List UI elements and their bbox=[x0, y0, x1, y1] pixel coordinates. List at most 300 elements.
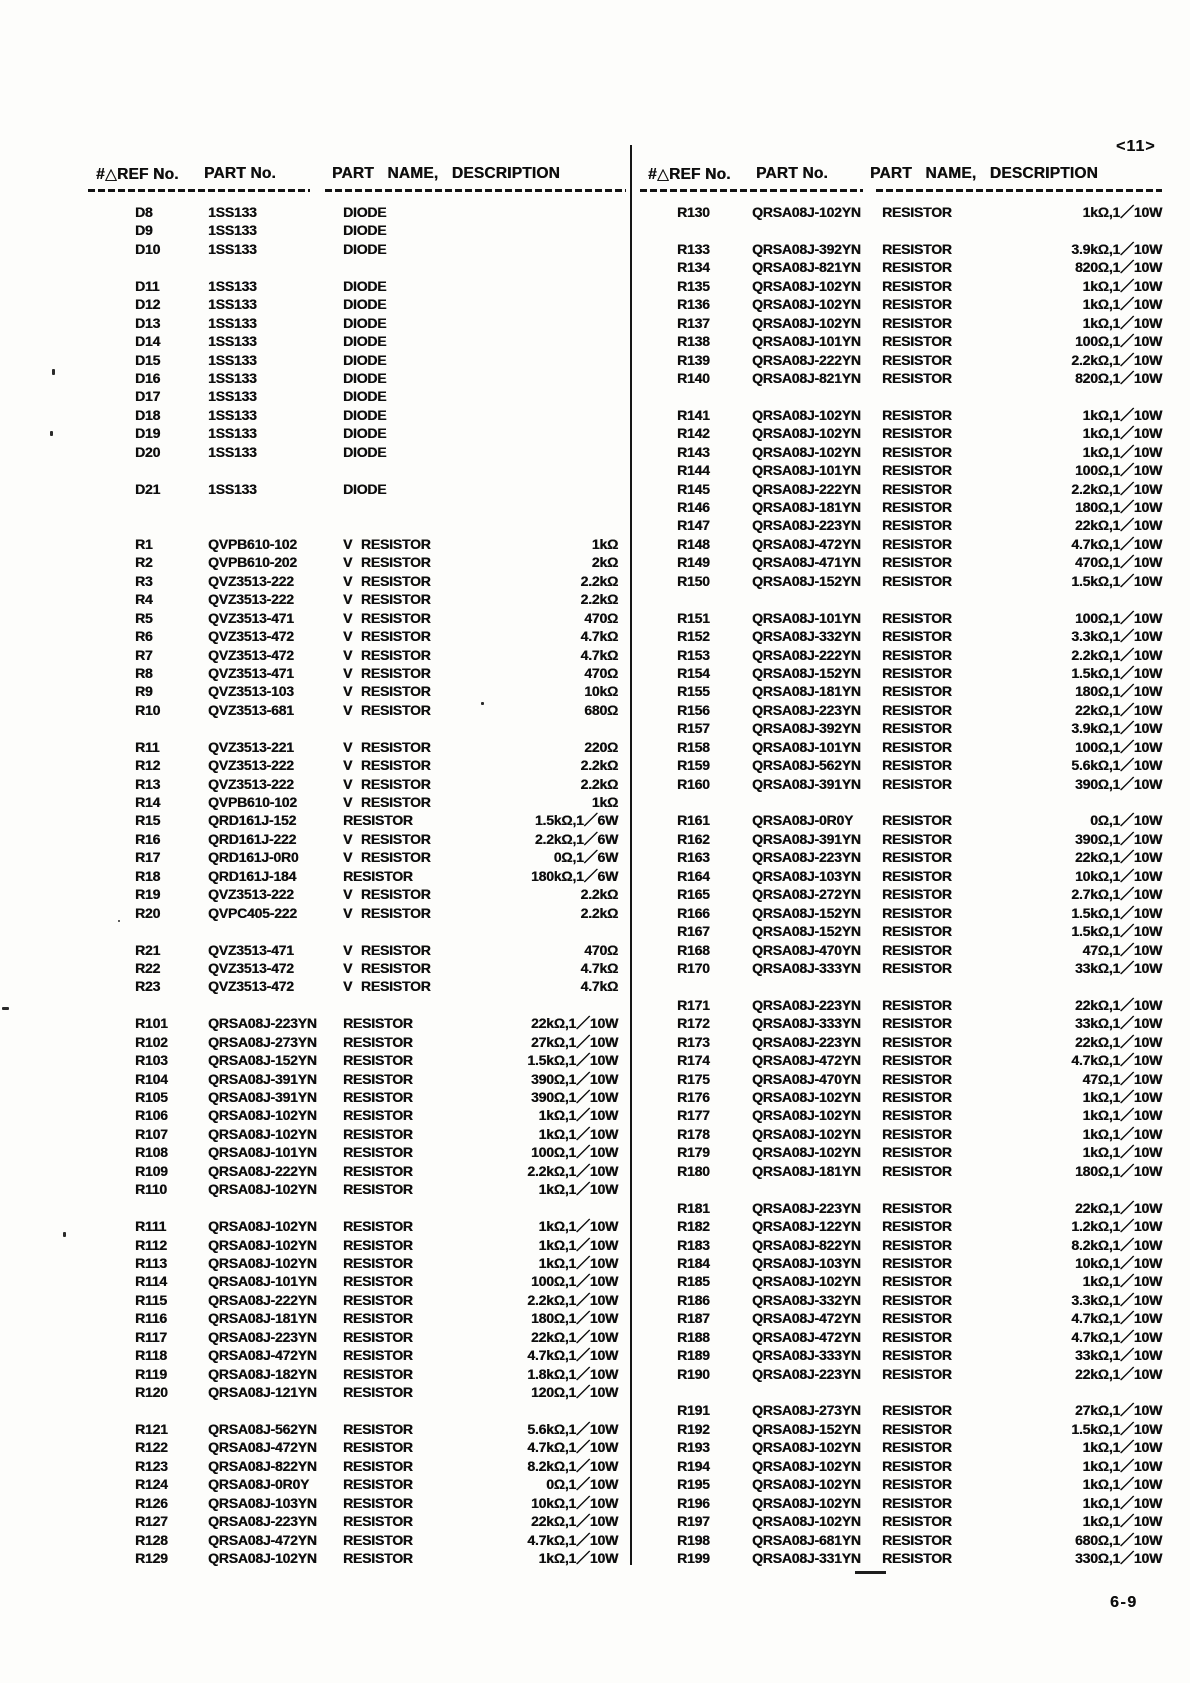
description: 1kΩ,1／10W bbox=[1082, 314, 1162, 331]
description: 22kΩ,1／10W bbox=[1074, 517, 1162, 534]
table-row bbox=[640, 332, 1162, 350]
part-name: RESISTOR bbox=[882, 1015, 952, 1032]
part-group bbox=[88, 738, 620, 922]
ref-no: R152 bbox=[677, 628, 710, 645]
part-name: RESISTOR bbox=[882, 996, 952, 1013]
table-row bbox=[640, 1051, 1162, 1069]
ref-no: R174 bbox=[677, 1052, 710, 1069]
table-row bbox=[88, 682, 620, 700]
ref-no: R148 bbox=[677, 535, 710, 552]
ref-no: R118 bbox=[135, 1347, 167, 1364]
part-name: RESISTOR bbox=[882, 535, 952, 552]
part-no: QRSA08J-223YN bbox=[752, 701, 861, 718]
table-row bbox=[88, 609, 620, 627]
part-name: RESISTOR bbox=[882, 351, 952, 368]
ref-no: R189 bbox=[677, 1347, 710, 1364]
ref-no: R15 bbox=[135, 812, 161, 829]
ref-no: D13 bbox=[135, 314, 161, 331]
description: 10kΩ,1／10W bbox=[1074, 1254, 1162, 1271]
ref-no: R23 bbox=[135, 978, 161, 995]
description: 180Ω,1／10W bbox=[1074, 499, 1162, 515]
description: 1.5kΩ,1／10W bbox=[1071, 923, 1162, 940]
table-row bbox=[88, 1494, 620, 1512]
ref-no: R10 bbox=[135, 701, 161, 718]
column-divider bbox=[630, 145, 632, 1565]
table-row bbox=[640, 756, 1162, 774]
description: 33kΩ,1／10W bbox=[1074, 1015, 1162, 1032]
part-name: RESISTOR bbox=[882, 480, 952, 497]
ref-no: R121 bbox=[135, 1420, 168, 1437]
ref-no: R192 bbox=[677, 1420, 710, 1437]
ref-no: R154 bbox=[677, 664, 710, 681]
part-name: RESISTOR bbox=[343, 1291, 413, 1308]
ref-no: R120 bbox=[135, 1384, 168, 1401]
part-group bbox=[640, 406, 1162, 590]
ref-no: R141 bbox=[677, 406, 710, 423]
table-row bbox=[640, 1217, 1162, 1235]
part-no: QRSA08J-102YN bbox=[208, 1181, 317, 1198]
ref-no: R176 bbox=[677, 1089, 710, 1105]
part-name: RESISTOR bbox=[882, 1328, 952, 1345]
part-no: QRSA08J-562YN bbox=[752, 757, 861, 774]
table-row bbox=[88, 867, 620, 885]
header-underline bbox=[876, 189, 1162, 192]
table-row bbox=[88, 1033, 620, 1051]
description: 180Ω,1／10W bbox=[1074, 683, 1162, 700]
table-row bbox=[88, 1328, 620, 1346]
table-row bbox=[640, 277, 1162, 295]
description: 1kΩ,1／10W bbox=[1082, 406, 1162, 423]
description: 2.2kΩ bbox=[580, 572, 618, 589]
part-no: QRSA08J-273YN bbox=[208, 1033, 317, 1050]
ref-no: R185 bbox=[677, 1273, 710, 1290]
part-no: QRSA08J-102YN bbox=[752, 1439, 861, 1456]
ref-no: R153 bbox=[677, 646, 710, 663]
table-row bbox=[640, 609, 1162, 627]
part-name: RESISTOR bbox=[343, 867, 413, 884]
part-no: QRSA08J-102YN bbox=[752, 1494, 861, 1511]
description: 680Ω bbox=[584, 701, 618, 718]
ref-no: R190 bbox=[677, 1365, 710, 1382]
table-row bbox=[88, 1180, 620, 1198]
ref-no: R196 bbox=[677, 1494, 710, 1511]
ref-no: R164 bbox=[677, 867, 710, 884]
part-no: 1SS133 bbox=[208, 388, 257, 405]
part-no: QVZ3513-472 bbox=[208, 978, 294, 995]
part-no: 1SS133 bbox=[208, 333, 257, 350]
ref-no: R151 bbox=[677, 609, 710, 626]
description: 2.2kΩ bbox=[580, 904, 618, 921]
ref-no: R104 bbox=[135, 1070, 168, 1087]
part-no: QVZ3513-472 bbox=[208, 646, 294, 663]
part-no: QRSA08J-102YN bbox=[752, 425, 861, 442]
description: 5.6kΩ,1／10W bbox=[1071, 757, 1162, 774]
part-name: DIODE bbox=[343, 314, 387, 331]
table-row bbox=[88, 406, 620, 424]
part-no: QRSA08J-331YN bbox=[752, 1549, 861, 1566]
table-row bbox=[640, 738, 1162, 756]
part-no: QRSA08J-102YN bbox=[752, 1089, 861, 1105]
part-no: QRSA08J-102YN bbox=[752, 314, 861, 331]
ref-no: R126 bbox=[135, 1494, 168, 1511]
description: 330Ω,1／10W bbox=[1074, 1549, 1162, 1566]
table-row bbox=[88, 240, 620, 258]
table-row bbox=[88, 1475, 620, 1493]
part-name: V RESISTOR bbox=[343, 904, 431, 921]
part-no: QRSA08J-222YN bbox=[752, 351, 861, 368]
part-name: RESISTOR bbox=[343, 1457, 413, 1474]
table-row bbox=[88, 1549, 620, 1567]
table-row bbox=[88, 387, 620, 405]
ref-no: R115 bbox=[135, 1291, 167, 1308]
part-name: RESISTOR bbox=[343, 1476, 413, 1493]
part-no: QRD161J-184 bbox=[208, 867, 297, 884]
part-group bbox=[88, 203, 620, 258]
table-row bbox=[88, 811, 620, 829]
part-no: QRSA08J-223YN bbox=[208, 1015, 317, 1032]
header-underline bbox=[88, 189, 310, 192]
table-row bbox=[640, 535, 1162, 553]
description: 1kΩ,1／10W bbox=[1082, 204, 1162, 220]
description: 180kΩ,1／6W bbox=[530, 867, 618, 884]
description: 1kΩ,1／10W bbox=[1082, 1494, 1162, 1511]
ref-no: R175 bbox=[677, 1070, 710, 1087]
part-name: RESISTOR bbox=[343, 1125, 413, 1142]
description: 47Ω,1／10W bbox=[1082, 941, 1162, 958]
description: 1kΩ,1／10W bbox=[1082, 1125, 1162, 1142]
description: 1.8kΩ,1／10W bbox=[527, 1365, 618, 1382]
ref-no: R163 bbox=[677, 849, 710, 866]
ref-no: R193 bbox=[677, 1439, 710, 1456]
ref-no: R173 bbox=[677, 1033, 710, 1050]
part-name: DIODE bbox=[343, 443, 387, 460]
part-name: RESISTOR bbox=[343, 1365, 413, 1382]
table-row bbox=[88, 1125, 620, 1143]
scan-speck bbox=[50, 431, 53, 436]
description: 470Ω bbox=[584, 609, 618, 626]
part-no: 1SS133 bbox=[208, 296, 257, 313]
ref-no: R113 bbox=[135, 1254, 167, 1271]
description: 22kΩ,1／10W bbox=[1074, 1365, 1162, 1382]
part-group bbox=[88, 1014, 620, 1198]
description: 4.7kΩ bbox=[580, 628, 618, 645]
table-row bbox=[640, 904, 1162, 922]
description: 0Ω,1／10W bbox=[546, 1476, 618, 1493]
table-row bbox=[640, 1346, 1162, 1364]
part-no: QVZ3513-472 bbox=[208, 959, 294, 976]
part-no: QRSA08J-273YN bbox=[752, 1402, 861, 1419]
description: 2.2kΩ,1／6W bbox=[534, 830, 618, 847]
part-name: RESISTOR bbox=[882, 959, 952, 976]
table-row bbox=[640, 516, 1162, 534]
table-row bbox=[640, 1254, 1162, 1272]
description: 1kΩ bbox=[591, 794, 618, 811]
ref-no: R109 bbox=[135, 1162, 168, 1179]
description: 1kΩ,1／10W bbox=[538, 1107, 618, 1124]
header-underline bbox=[640, 189, 863, 192]
part-name: RESISTOR bbox=[882, 572, 952, 589]
description: 4.7kΩ,1／10W bbox=[527, 1531, 618, 1548]
header-underline bbox=[325, 189, 626, 192]
ref-no: R160 bbox=[677, 775, 710, 792]
description: 470Ω bbox=[584, 664, 618, 681]
part-name: RESISTOR bbox=[343, 1347, 413, 1364]
part-name: RESISTOR bbox=[882, 1531, 952, 1548]
ref-no: R172 bbox=[677, 1015, 710, 1032]
part-name: RESISTOR bbox=[882, 1162, 952, 1179]
table-row bbox=[88, 590, 620, 608]
part-name: RESISTOR bbox=[882, 1513, 952, 1530]
ref-no: R14 bbox=[135, 794, 161, 811]
part-group bbox=[88, 277, 620, 461]
ref-no: R155 bbox=[677, 683, 710, 700]
part-no: QRSA08J-152YN bbox=[752, 923, 861, 940]
part-name: RESISTOR bbox=[882, 628, 952, 645]
ref-no: R144 bbox=[677, 462, 710, 479]
table-row bbox=[640, 1014, 1162, 1032]
description: 4.7kΩ bbox=[580, 978, 618, 995]
ref-no: R16 bbox=[135, 830, 161, 847]
part-name: RESISTOR bbox=[882, 1420, 952, 1437]
ref-no: R116 bbox=[135, 1310, 167, 1327]
description: 100Ω,1／10W bbox=[1074, 333, 1162, 350]
part-name: RESISTOR bbox=[882, 701, 952, 718]
table-row bbox=[88, 332, 620, 350]
part-name: RESISTOR bbox=[343, 1531, 413, 1548]
ref-no: R150 bbox=[677, 572, 710, 589]
description: 1kΩ,1／10W bbox=[1082, 1457, 1162, 1474]
part-no: QRSA08J-472YN bbox=[752, 1310, 861, 1327]
ref-no: R187 bbox=[677, 1310, 710, 1327]
description: 680Ω,1／10W bbox=[1074, 1531, 1162, 1548]
description: 1.5kΩ,1／10W bbox=[527, 1052, 618, 1069]
part-name: DIODE bbox=[343, 480, 387, 497]
part-name: RESISTOR bbox=[882, 1089, 952, 1105]
part-name: DIODE bbox=[343, 369, 387, 386]
table-row bbox=[88, 1217, 620, 1235]
description: 100Ω,1／10W bbox=[1074, 738, 1162, 755]
part-group bbox=[88, 941, 620, 996]
description: 1kΩ,1／10W bbox=[538, 1125, 618, 1142]
part-name: RESISTOR bbox=[882, 1107, 952, 1124]
table-row bbox=[640, 1475, 1162, 1493]
ref-no: D19 bbox=[135, 425, 161, 442]
description: 27kΩ,1／10W bbox=[530, 1033, 618, 1050]
ref-no: R188 bbox=[677, 1328, 710, 1345]
description: 22kΩ,1／10W bbox=[530, 1513, 618, 1530]
table-row bbox=[88, 1512, 620, 1530]
part-name: RESISTOR bbox=[882, 517, 952, 534]
ref-no: R167 bbox=[677, 923, 710, 940]
description: 1kΩ,1／10W bbox=[1082, 1476, 1162, 1493]
ref-no: D16 bbox=[135, 369, 161, 386]
part-no: QRSA08J-102YN bbox=[752, 277, 861, 294]
table-row bbox=[640, 775, 1162, 793]
part-no: 1SS133 bbox=[208, 222, 257, 239]
description: 4.7kΩ bbox=[580, 959, 618, 976]
description: 22kΩ,1／10W bbox=[530, 1328, 618, 1345]
part-group bbox=[640, 240, 1162, 388]
part-name: RESISTOR bbox=[882, 443, 952, 460]
table-rows bbox=[640, 203, 1162, 1567]
part-name: RESISTOR bbox=[882, 886, 952, 903]
part-no: QRSA08J-102YN bbox=[752, 1457, 861, 1474]
ref-no: D18 bbox=[135, 406, 161, 423]
part-no: 1SS133 bbox=[208, 425, 257, 442]
table-row bbox=[640, 996, 1162, 1014]
description: 100Ω,1／10W bbox=[530, 1273, 618, 1290]
part-no: QRSA08J-471YN bbox=[752, 554, 861, 571]
table-header bbox=[88, 165, 620, 185]
part-name: RESISTOR bbox=[882, 609, 952, 626]
ref-no: R199 bbox=[677, 1549, 710, 1566]
ref-no: R128 bbox=[135, 1531, 168, 1548]
part-name: V RESISTOR bbox=[343, 959, 431, 976]
ref-no: D17 bbox=[135, 388, 161, 405]
description: 1.5kΩ,1／10W bbox=[1071, 904, 1162, 921]
part-no: QRSA08J-101YN bbox=[752, 462, 861, 479]
part-name: RESISTOR bbox=[882, 1218, 952, 1235]
part-name: V RESISTOR bbox=[343, 849, 431, 866]
part-group bbox=[88, 1420, 620, 1568]
part-name: DIODE bbox=[343, 333, 387, 350]
ref-no: R112 bbox=[135, 1236, 167, 1253]
ref-no: R111 bbox=[135, 1218, 167, 1235]
ref-no: R149 bbox=[677, 554, 710, 571]
header-part-name-description: PART NAME, DESCRIPTION bbox=[332, 165, 560, 182]
table-row bbox=[640, 1033, 1162, 1051]
part-name: RESISTOR bbox=[882, 462, 952, 479]
description: 100Ω,1／10W bbox=[530, 1144, 618, 1161]
table-row bbox=[640, 1106, 1162, 1124]
ref-no: R135 bbox=[677, 277, 710, 294]
table-row bbox=[88, 793, 620, 811]
description: 8.2kΩ,1／10W bbox=[527, 1457, 618, 1474]
table-row bbox=[88, 1346, 620, 1364]
ref-no: R177 bbox=[677, 1107, 710, 1124]
description: 2.2kΩ bbox=[580, 775, 618, 792]
table-row bbox=[88, 830, 620, 848]
part-name: RESISTOR bbox=[882, 333, 952, 350]
ref-no: R166 bbox=[677, 904, 710, 921]
description: 1kΩ,1／10W bbox=[1082, 443, 1162, 460]
part-name: RESISTOR bbox=[343, 812, 413, 829]
part-group bbox=[640, 1401, 1162, 1567]
ref-no: R130 bbox=[677, 204, 710, 220]
part-no: QRSA08J-821YN bbox=[752, 259, 861, 276]
table-row bbox=[88, 277, 620, 295]
part-no: QRSA08J-392YN bbox=[752, 720, 861, 737]
part-no: QRSA08J-223YN bbox=[752, 517, 861, 534]
ref-no: R106 bbox=[135, 1107, 168, 1124]
ref-no: R105 bbox=[135, 1089, 168, 1106]
part-name: RESISTOR bbox=[343, 1328, 413, 1345]
part-no: QVZ3513-222 bbox=[208, 886, 294, 903]
part-no: QRSA08J-103YN bbox=[752, 1254, 861, 1271]
end-dash bbox=[855, 1571, 886, 1574]
ref-no: R21 bbox=[135, 941, 161, 958]
part-name: RESISTOR bbox=[882, 259, 952, 276]
part-no: QRSA08J-472YN bbox=[752, 1052, 861, 1069]
part-name: RESISTOR bbox=[343, 1052, 413, 1069]
ref-no: R22 bbox=[135, 959, 161, 976]
part-no: QRSA08J-181YN bbox=[752, 683, 861, 700]
part-name: V RESISTOR bbox=[343, 554, 431, 571]
ref-no: R179 bbox=[677, 1144, 710, 1161]
part-name: V RESISTOR bbox=[343, 535, 431, 552]
table-row bbox=[640, 885, 1162, 903]
ref-no: R198 bbox=[677, 1531, 710, 1548]
ref-no: R168 bbox=[677, 941, 710, 958]
part-name: RESISTOR bbox=[343, 1384, 413, 1401]
table-row bbox=[88, 1420, 620, 1438]
part-no: 1SS133 bbox=[208, 443, 257, 460]
part-name: RESISTOR bbox=[343, 1439, 413, 1456]
ref-no: R159 bbox=[677, 757, 710, 774]
table-row bbox=[640, 295, 1162, 313]
part-no: QRSA08J-102YN bbox=[752, 443, 861, 460]
table-row bbox=[640, 443, 1162, 461]
part-no: QRSA08J-152YN bbox=[752, 664, 861, 681]
part-name: RESISTOR bbox=[882, 499, 952, 515]
part-name: RESISTOR bbox=[882, 923, 952, 940]
part-no: QRSA08J-333YN bbox=[752, 1347, 861, 1364]
ref-no: R158 bbox=[677, 738, 710, 755]
part-no: QRSA08J-102YN bbox=[752, 1513, 861, 1530]
ref-no: D14 bbox=[135, 333, 161, 350]
part-no: QRSA08J-101YN bbox=[208, 1273, 317, 1290]
part-name: V RESISTOR bbox=[343, 591, 431, 608]
part-no: QRSA08J-223YN bbox=[208, 1513, 317, 1530]
part-no: QRSA08J-0R0Y bbox=[208, 1476, 310, 1493]
part-no: QRSA08J-391YN bbox=[752, 775, 861, 792]
table-row bbox=[88, 1014, 620, 1032]
ref-no: R157 bbox=[677, 720, 710, 737]
part-no: 1SS133 bbox=[208, 351, 257, 368]
part-no: QRSA08J-222YN bbox=[752, 646, 861, 663]
ref-no: R110 bbox=[135, 1181, 167, 1198]
part-name: RESISTOR bbox=[882, 1254, 952, 1271]
table-row bbox=[88, 1162, 620, 1180]
table-row bbox=[88, 775, 620, 793]
part-no: QRSA08J-102YN bbox=[208, 1218, 317, 1235]
table-row bbox=[640, 424, 1162, 442]
description: 3.3kΩ,1／10W bbox=[1071, 1291, 1162, 1308]
header-part-name-description: PART NAME, DESCRIPTION bbox=[870, 165, 1098, 182]
description: 4.7kΩ bbox=[580, 646, 618, 663]
part-name: RESISTOR bbox=[343, 1015, 413, 1032]
ref-no: R11 bbox=[135, 738, 160, 755]
part-name: RESISTOR bbox=[882, 1549, 952, 1566]
ref-no: R143 bbox=[677, 443, 710, 460]
part-no: QRD161J-0R0 bbox=[208, 849, 299, 866]
table-row bbox=[88, 1457, 620, 1475]
part-no: QRSA08J-333YN bbox=[752, 1015, 861, 1032]
part-no: QRSA08J-182YN bbox=[208, 1365, 317, 1382]
part-no: QRSA08J-102YN bbox=[208, 1549, 317, 1566]
part-group bbox=[640, 203, 1162, 221]
part-group bbox=[640, 609, 1162, 793]
table-row bbox=[640, 1420, 1162, 1438]
part-no: QVPB610-102 bbox=[208, 535, 297, 552]
ref-no: R1 bbox=[135, 535, 153, 552]
description: 3.9kΩ,1／10W bbox=[1071, 240, 1162, 257]
table-row bbox=[88, 314, 620, 332]
part-name: V RESISTOR bbox=[343, 664, 431, 681]
ref-no: R12 bbox=[135, 757, 161, 774]
part-name: RESISTOR bbox=[882, 775, 952, 792]
table-row bbox=[640, 240, 1162, 258]
